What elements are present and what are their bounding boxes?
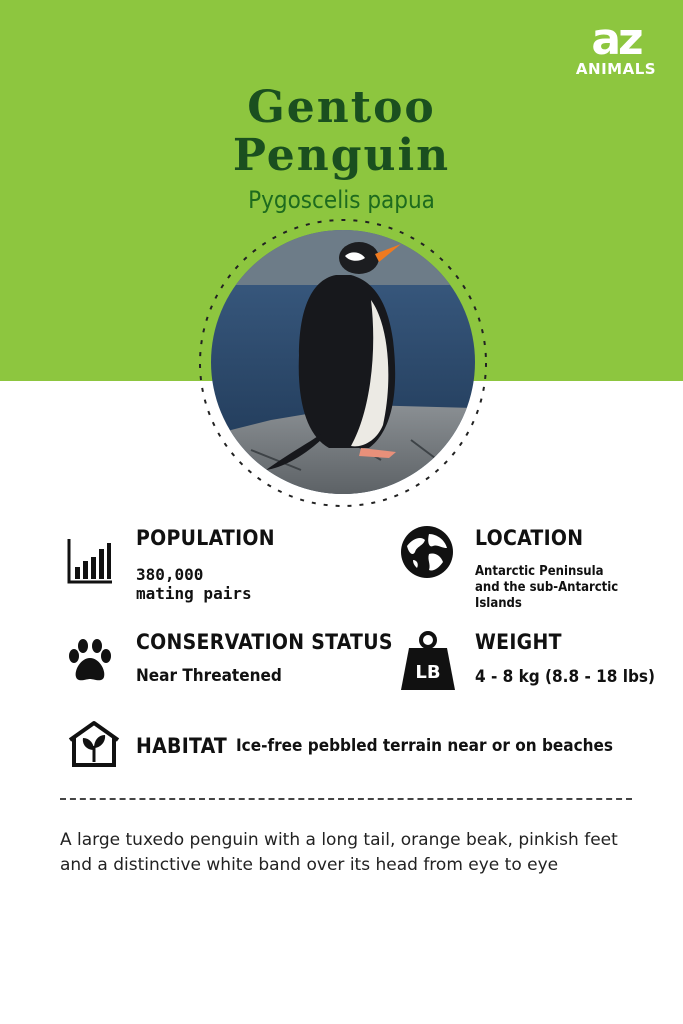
penguin-photo <box>211 230 475 494</box>
animal-name-line2: Penguin <box>232 130 451 181</box>
globe-icon <box>399 524 455 580</box>
population-label: POPULATION <box>136 526 275 550</box>
population-value: 380,000 mating pairs <box>136 565 252 603</box>
logo-text: ANIMALS <box>575 60 657 78</box>
paw-icon <box>66 638 114 684</box>
habitat-value: Ice-free pebbled terrain near or on beaches <box>236 736 614 756</box>
weight-value: 4 - 8 kg (8.8 - 18 lbs) <box>475 667 655 687</box>
logo-mark: az <box>591 14 641 65</box>
conservation-label: CONSERVATION STATUS <box>136 630 393 654</box>
house-plant-icon <box>66 720 122 768</box>
section-divider <box>60 798 632 800</box>
description-text: A large tuxedo penguin with a long tail, orange beak, pinkish feet and a distinctive white band over its head from eye to eye <box>60 830 618 875</box>
weight-icon <box>399 630 457 692</box>
location-label: LOCATION <box>475 526 584 550</box>
az-animals-logo[interactable] <box>571 14 661 78</box>
weight-label: WEIGHT <box>475 630 562 654</box>
animal-name-line1: Gentoo <box>247 82 436 133</box>
habitat-label: HABITAT <box>136 734 228 758</box>
weight-icon-text: LB <box>415 662 441 683</box>
bar-chart-icon <box>66 537 114 585</box>
conservation-value: Near Threatened <box>136 666 282 686</box>
location-value: Antarctic Peninsula and the sub-Antarctic Islands <box>475 564 619 611</box>
scientific-name: Pygoscelis papua <box>248 186 435 214</box>
